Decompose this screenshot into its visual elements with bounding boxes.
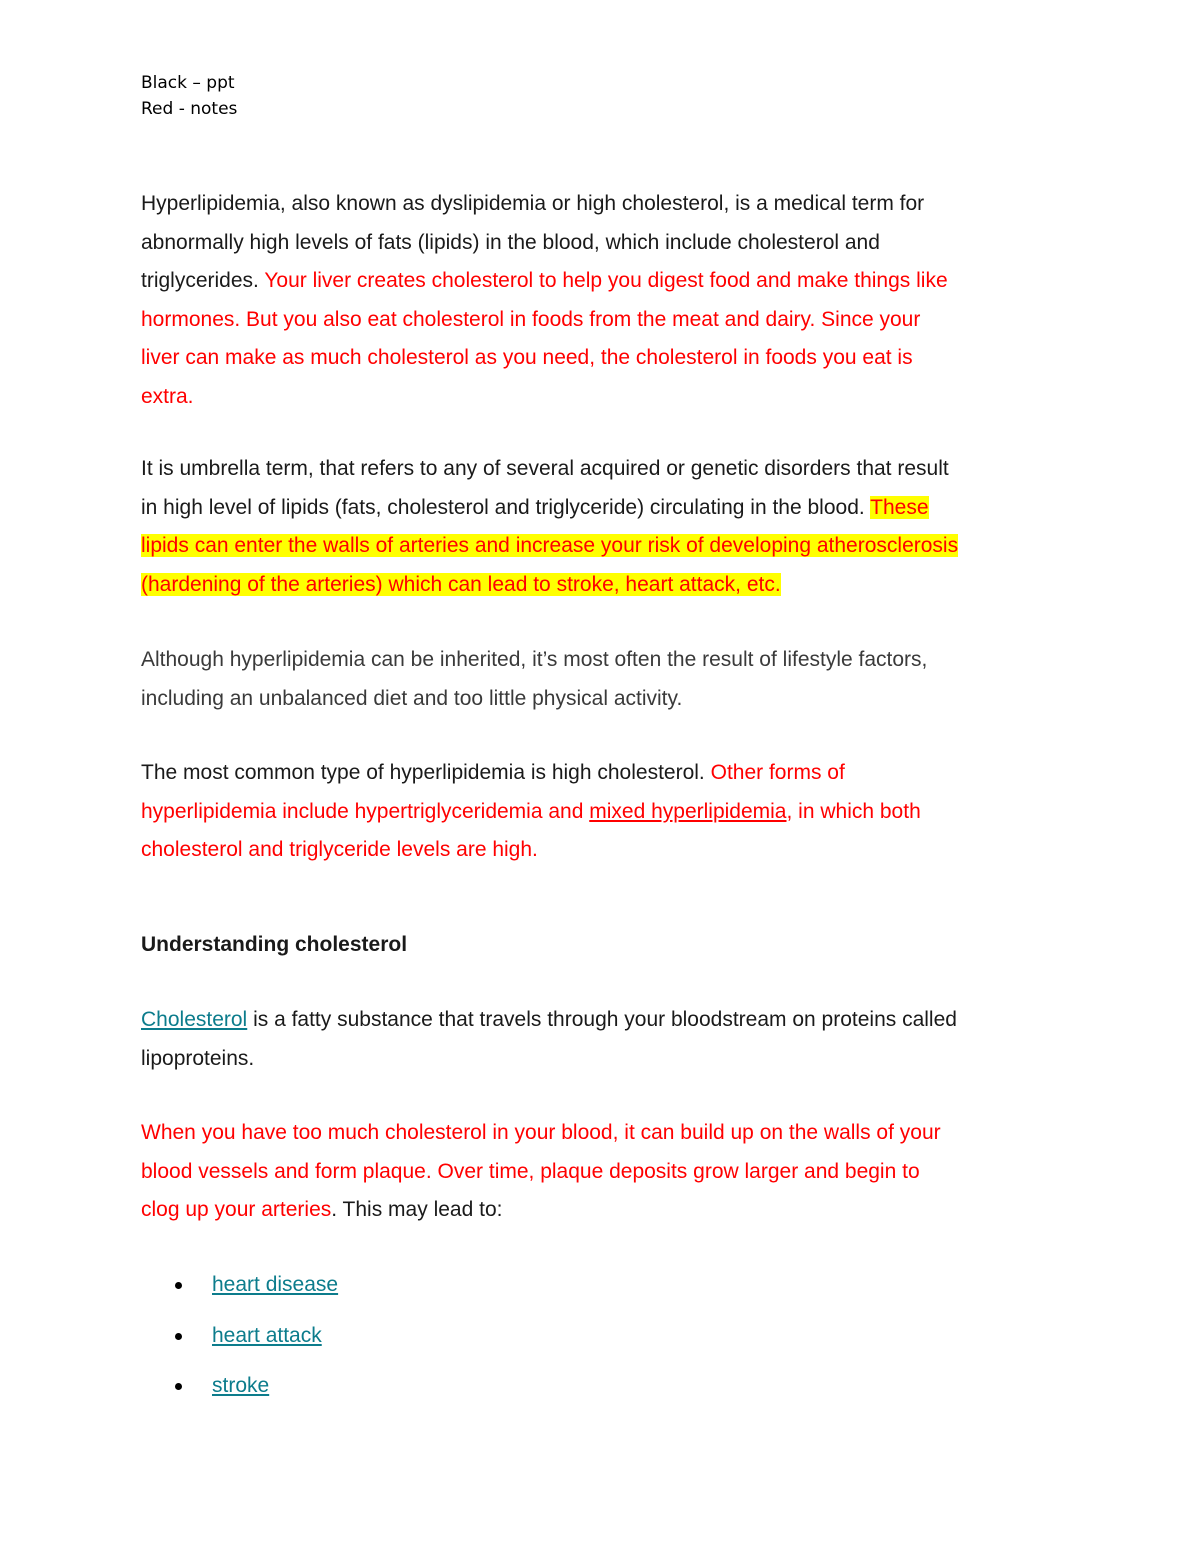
list-item (170, 1321, 338, 1372)
paragraph-definition (141, 185, 1071, 416)
p2-line3-highlight: lipids can enter the walls of arteries and increase your risk of developing atherosclerosis (141, 534, 959, 557)
p6-line2: blood vessels and form plaque. Over time, plaque deposits grow larger and begin to (141, 1159, 920, 1183)
p1-line4: hormones. But you also eat cholesterol in foods from the meat and dairy. Since your (141, 307, 921, 331)
list-item (170, 1371, 338, 1422)
bullet-icon (175, 1333, 182, 1340)
heart-disease-link[interactable]: heart disease (212, 1273, 339, 1296)
p6-line3-black: . This may lead to: (331, 1198, 503, 1221)
p2-line4 (141, 566, 1071, 605)
p1-line6: extra. (141, 384, 194, 408)
color-legend (141, 70, 237, 122)
p3-line2: including an unbalanced diet and too little physical activity. (141, 686, 683, 710)
p6-line3 (141, 1191, 1071, 1230)
p2-line3 (141, 527, 1071, 566)
p2-line2-black: in high level of lipids (fats, cholesterol and triglyceride) circulating in the blood. (141, 495, 871, 519)
p4-line2-red-b: , in which both (786, 799, 921, 823)
cholesterol-link[interactable]: Cholesterol (141, 1008, 248, 1031)
p6-line1: When you have too much cholesterol in your blood, it can build up on the walls of your (141, 1121, 941, 1144)
p4-line2 (141, 793, 1071, 832)
p1-line1: Hyperlipidemia, also known as dyslipidemia or high cholesterol, is a medical term for (141, 192, 925, 215)
p5-line2: lipoproteins. (141, 1046, 255, 1070)
p4-line3: cholesterol and triglyceride levels are high. (141, 838, 538, 861)
p1-line3-red: Your liver creates cholesterol to help you digest food and make things like (264, 269, 948, 292)
list-item (170, 1270, 338, 1321)
bullet-icon (175, 1282, 182, 1289)
mixed-hyperlipidemia-link[interactable]: mixed hyperlipidemia (589, 799, 787, 823)
bullet-icon (175, 1383, 182, 1390)
p1-line3 (141, 262, 1071, 301)
paragraph-umbrella-term (141, 450, 1071, 604)
p6-line3-red: clog up your arteries (141, 1198, 332, 1221)
p1-line5: liver can make as much cholesterol as you need, the cholesterol in foods you eat is (141, 346, 913, 369)
p4-line2-red-a: hyperlipidemia include hypertriglyceridemia and (141, 799, 590, 823)
paragraph-types (141, 754, 1071, 870)
paragraph-plaque (141, 1114, 1071, 1230)
heart-attack-link[interactable]: heart attack (212, 1323, 322, 1347)
consequence-list (170, 1270, 338, 1422)
section-heading: Understanding cholesterol (141, 933, 408, 956)
p2-line2-highlight: These (870, 495, 929, 519)
p4-line1-black: The most common type of hyperlipidemia is high cholesterol. (141, 761, 711, 784)
p1-line3-black: triglycerides. (141, 269, 265, 292)
p3-line1: Although hyperlipidemia can be inherited, it’s most often the result of lifestyle factors, (141, 648, 928, 671)
p1-line2: abnormally high levels of fats (lipids) in the blood, which include cholesterol and (141, 230, 880, 254)
p2-line2 (141, 489, 1071, 528)
legend-black-line: Black – ppt (141, 73, 235, 93)
p4-line1 (141, 754, 1071, 793)
p5-line1-rest: is a fatty substance that travels through your bloodstream on proteins called (247, 1008, 957, 1031)
p5-line1 (141, 1001, 1071, 1040)
p4-line1-red: Other forms of (710, 761, 845, 784)
p2-line1: It is umbrella term, that refers to any of several acquired or genetic disorders that result (141, 457, 949, 480)
paragraph-cholesterol-definition (141, 1001, 1071, 1078)
p2-line4-highlight: (hardening of the arteries) which can lead to stroke, heart attack, etc. (141, 572, 781, 596)
legend-red-line: Red - notes (141, 99, 238, 119)
paragraph-causes (141, 641, 1071, 718)
stroke-link[interactable]: stroke (212, 1374, 270, 1397)
